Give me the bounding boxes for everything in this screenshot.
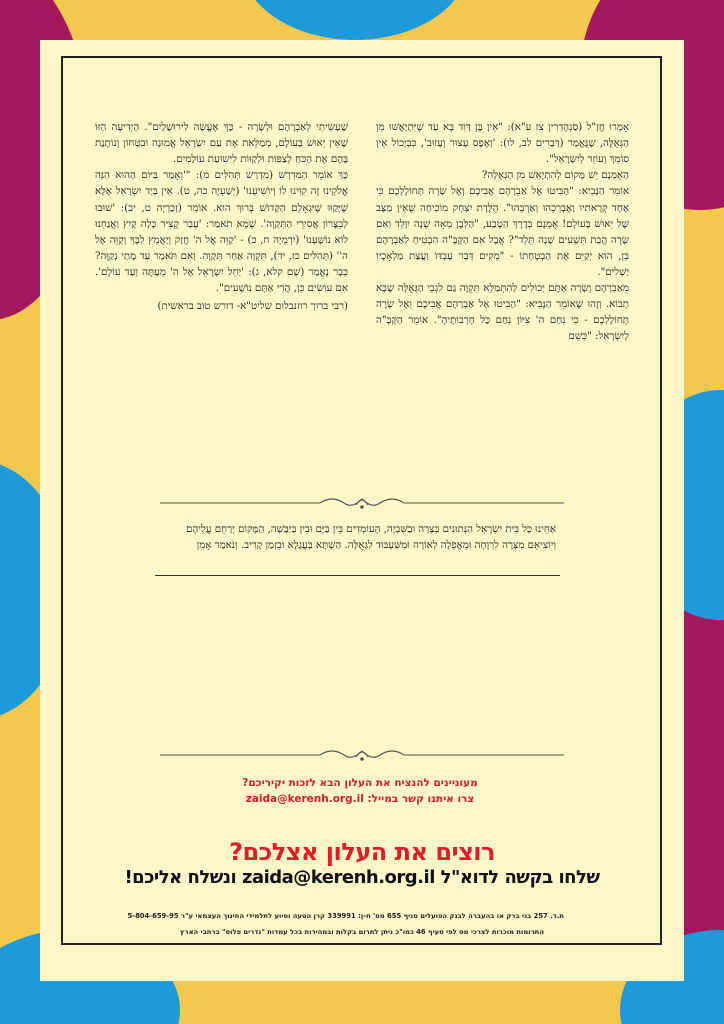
- divider-line: [155, 575, 560, 576]
- decor-blob: [240, 0, 470, 40]
- cta-sub-before: שלחו בקשה לדוא"ל: [440, 867, 600, 888]
- article-signature: (רבי ברוך רוזנבלום שליט"א- דורש טוב בראשית): [157, 301, 348, 313]
- memorial-notice: [230, 775, 490, 808]
- memorial-email-link[interactable]: zaida@kerenh.org.il: [245, 793, 364, 806]
- article-left-column: [95, 120, 348, 460]
- memorial-line-1: מעוניינים להנציח את העלון הבא לזכות יקיריכם?: [242, 777, 478, 789]
- article-paragraph: שֶׁעָשִׂיתִי לְאַבְרָהָם וּלְשָׂרָה - כָּךְ אֶעֱשֶׂה לִירוּשָׁלַיִם". הַיְדִיעָה הַזּוֹ שֶׁאֵין יֵאוּשׁ בָּעוֹלָם, מְמַלֵּאת אֶת עַם יִשְׂרָאֵל אֱמוּנָה וּבִטָּחוֹן וְנוֹתֶנֶת בָּהֶם אֶת הַכֹּחַ לְצַפּוֹת וּלְקַוּוֹת לִישׁוּעַת עוֹלָמִים.: [95, 122, 348, 166]
- article-paragraph: הַאֻמְנָם יֵשׁ מָקוֹם לְהִתְיָאֵשׁ מִן הַגְּאֻלָּה?: [481, 170, 629, 182]
- ornament-divider: [160, 745, 564, 765]
- article-paragraph: כָּךְ אוֹמֵר הַמִּדְרָשׁ (מִדְרַשׁ תְּהִלִּים מ): "'וְאָמַר בַּיּוֹם הַהוּא הִנֵּה אֱלֹקֵינוּ זֶה קִוִּינוּ לוֹ וְיוֹשִׁיעֵנוּ' (יְשַׁעְיָה כה, ט). אֵין בְּיַד יִשְׂרָאֵל אֶלָּא שֶׁיְּקַוּוּ שֶׁיִּגְאָלֵם הַקָּדוֹשׁ בָּרוּךְ הוּא. אוֹמֵר (זְכַרְיָה ט, יב): 'שׁוּבוּ לְבִצָּרוֹן אֲסִירֵי הַתִּקְוָה'. שֶׁמָּא תֹאמַר: 'עָבַר קָצִיר כָּלָה קָיִץ וַאֲנַחְנוּ לוֹא נוֹשָׁעְנוּ' (יִרְמְיָה ח, כ) - 'קַוֵּה אֶל ה' חֲזַק וְיַאֲמֵץ לִבֶּךָ וְקַוֵּה אֶל ה'' (תְּהִלִּים כז, יד), תִּקְוָה אַחַר תִּקְוָה. וְאִם תֹּאמַר עַד מָתַי נְקַוֶּה? כְּבָר נֶאֱמַר (שָׁם קלא, ג): 'יַחֵל יִשְׂרָאֵל אֶל ה' מֵעַתָּה וְעַד עוֹלָם'. אִם עוֹשִׂים כֵּן, הֲרֵי אַתֶּם נוֹשָׁעִים".: [95, 170, 348, 295]
- memorial-contact-label: צרו איתנו קשר במייל:: [367, 793, 475, 806]
- ornament-divider: [160, 493, 564, 513]
- article-paragraph: אָמְרוּ חֲזַ"ל (סַנְהֶדְרִין צז ע"א): "אֵין בֶּן דָּוִד בָּא עַד שֶׁיִּתְיָאֲשׁוּ מִן הַגְּאֻלָּה, שֶׁנֶּאֱמַר (דְּבָרִים לב, לו): 'וְאֶפֶס עָצוּר וְעָזוּב', כִּבְיָכוֹל אֵין סוֹמֵךְ וְעוֹזֵר לְיִשְׂרָאֵל".: [376, 122, 629, 166]
- article-columns: [95, 120, 629, 460]
- footer-tax-info: התרומות מוכרות לצרכי מס לפי סעיף 46 כמו"כ ניתן לתרום בקלות ובמהירות בכל עמדות "נדרים פלוס" ברחבי הארץ: [180, 928, 544, 936]
- cta-subtitle: [0, 867, 724, 888]
- cta-sub-after: ונשלח אליכם!: [124, 867, 237, 888]
- article-paragraph: מֵאַבְרָהָם וְשָׂרָה אַתֶּם יְכוֹלִים לְהִתְמַלֵּא תִּקְוָה גַּם לִגְבֵי הַגְּאֻלָּה שֶׁבָּא תָבוֹא. וְזֶהוּ שֶׁאוֹמֵר הַנָּבִיא: "הַבִּיטוּ אֶל אַבְרָהָם אֲבִיכֶם וְאֶל שָׂרָה תְּחוֹלֶלְכֶם - כִּי נִחַם ה' צִיּוֹן נִחַם כָּל חָרְבוֹתֶיהָ". אוֹמֵר הַקָּבָּ"ה לְיִשְׂרָאֵל: "כְּשֵׁם: [376, 283, 629, 343]
- cta-email-link[interactable]: zaida@kerenh.org.il: [241, 867, 435, 888]
- prayer-text: אַחֵינוּ כָּל בֵּית יִשְׂרָאֵל הַנְּתוּנִים בְּצָרָה וּבַשִּׁבְיָה, הָעוֹמְדִים בֵּין בַּיָּם וּבֵין בַּיַּבָּשָׁה, הַמָּקוֹם יְרַחֵם עֲלֵיהֶם וְיוֹצִיאֵם מִצָּרָה לִרְוָחָה וּמֵאֲפֵלָה לְאוֹרָה וּמִשִּׁעְבּוּד לִגְאֻלָּה. הַשְׁתָּא בַּעֲגָלָא וּבִזְמַן קָרִיב. וְנֹאמַר אָמֵן: [186, 524, 556, 551]
- footer-donation-info: ת.ד. 257 בני ברק או בהעברה לבנק הפועלים סניף 655 מס' ח-ן: 339991 קרן הטעה וסיוע לתלמידי החינוך העצמאי ע"ר 5-804-659-95: [127, 912, 564, 920]
- cta-title: רוצים את העלון אצלכם?: [229, 838, 495, 866]
- article-right-column: [376, 120, 629, 460]
- article-paragraph: אוֹמֵר הַנָּבִיא: "הַבִּיטוּ אֶל אַבְרָהָם אֲבִיכֶם וְאֶל שָׂרָה תְּחוֹלֶלְכֶם כִּי אֶחָד קְרָאתִיו וַאֲבָרְכֵהוּ וְאַרְבֵּהוּ". הֻלֶּדֶת יִצְחָק מוֹכִיחָה שֶׁאֵין מַצָּב שֶׁל יֵאוּשׁ בָּעוֹלָם! אֻמְנָם בְּדֶרֶךְ הַטֶּבַע, "הַלְּבֶן מֵאָה שָׁנָה יִוָּלֵד וְאִם שָׂרָה הֲבַת תִּשְׁעִים שָׁנָה תֵּלֵד"? אֲבָל אִם הַקָּבָּ"ה הִבְטִיחַ לְאַבְרָהָם בֵּן, הוּא יְקַיֵּם אֶת הַבְטָחָתוֹ - "מֵקִים דְּבַר עַבְדּוֹ וַעֲצַת מַלְאָכָיו יַשְׁלִים".: [376, 186, 629, 278]
- memorial-line-2: [230, 791, 490, 807]
